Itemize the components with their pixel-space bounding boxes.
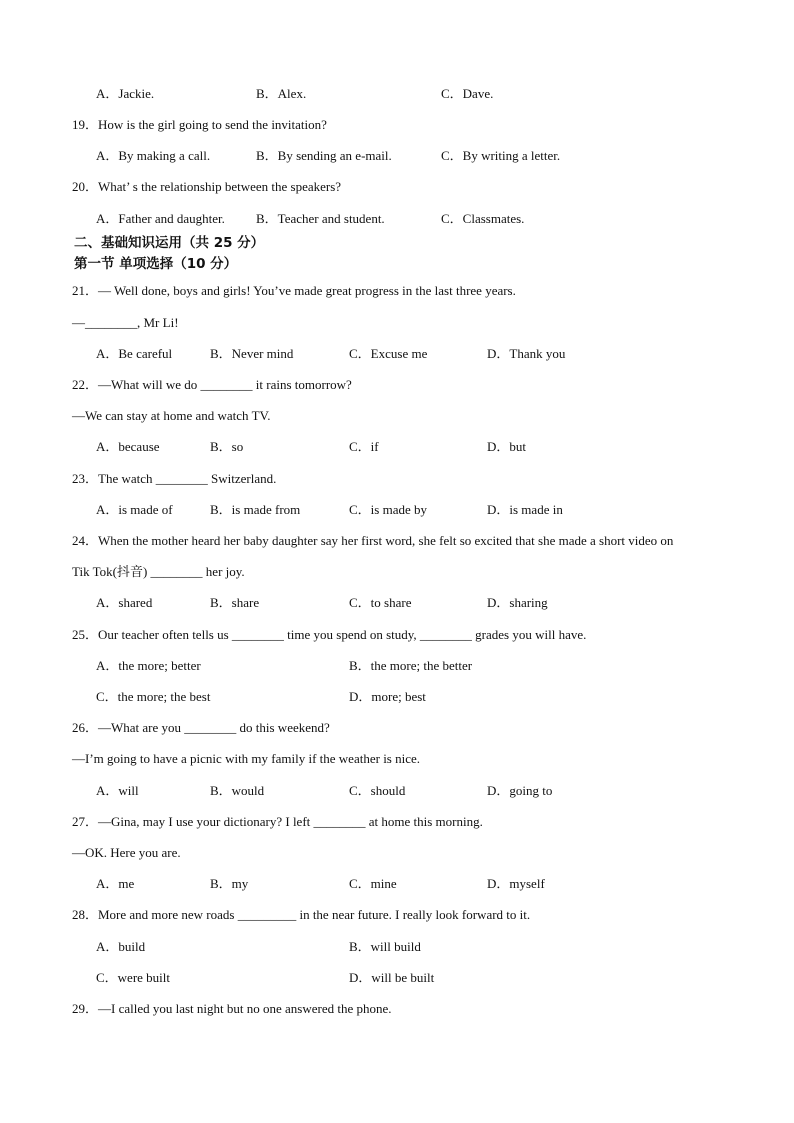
- q24-option-d: D．sharing: [487, 595, 548, 610]
- q24-option-b: B．share: [210, 595, 260, 610]
- q28-option-c: C．were built: [96, 970, 171, 985]
- q28-option-b: B．will build: [349, 939, 421, 954]
- q21-stem: 21．— Well done, boys and girls! You’ve made great progress in the last three years.: [72, 283, 516, 298]
- q18-option-a: A．Jackie.: [96, 86, 155, 101]
- q26-option-a: A．will: [96, 783, 139, 798]
- q27-option-c: C．mine: [349, 876, 397, 891]
- section-subtitle: 第一节 单项选择（10 分）: [74, 256, 238, 272]
- q21-option-a: A．Be careful: [96, 346, 173, 361]
- q22-option-d: D．but: [487, 439, 527, 454]
- q22-stem: 22．—What will we do ________ it rains tomorrow?: [72, 377, 352, 392]
- q19-stem: 19．How is the girl going to send the invitation?: [72, 117, 327, 132]
- q19-option-c: C．By writing a letter.: [441, 148, 561, 163]
- q25-option-b: B．the more; the better: [349, 658, 473, 673]
- q21-option-b: B．Never mind: [210, 346, 294, 361]
- q22-option-a: A．because: [96, 439, 160, 454]
- q26-option-d: D．going to: [487, 783, 553, 798]
- q28-option-a: A．build: [96, 939, 146, 954]
- q23-stem: 23．The watch ________ Switzerland.: [72, 471, 277, 486]
- q21-option-d: D．Thank you: [487, 346, 566, 361]
- q24-option-c: C．to share: [349, 595, 412, 610]
- q20-option-a: A．Father and daughter.: [96, 211, 225, 226]
- q26-stem: 26．—What are you ________ do this weekend?: [72, 720, 330, 735]
- q25-option-c: C．the more; the best: [96, 689, 211, 704]
- q22-option-b: B．so: [210, 439, 244, 454]
- q19-option-a: A．By making a call.: [96, 148, 211, 163]
- q23-option-c: C．is made by: [349, 502, 427, 517]
- q18-option-c: C．Dave.: [441, 86, 494, 101]
- q21-reply: —________, Mr Li!: [72, 315, 179, 330]
- q28-stem: 28．More and more new roads _________ in the near future. I really look forward to it.: [72, 907, 531, 922]
- q26-option-c: C．should: [349, 783, 406, 798]
- q20-option-c: C．Classmates.: [441, 211, 525, 226]
- q21-option-c: C．Excuse me: [349, 346, 428, 361]
- section-title: 二、基础知识运用（共 25 分）: [74, 235, 265, 251]
- q25-option-a: A．the more; better: [96, 658, 201, 673]
- q23-option-b: B．is made from: [210, 502, 301, 517]
- q27-option-a: A．me: [96, 876, 135, 891]
- q23-option-d: D．is made in: [487, 502, 563, 517]
- q27-reply: —OK. Here you are.: [72, 845, 181, 860]
- q23-option-a: A．is made of: [96, 502, 173, 517]
- q24-option-a: A．shared: [96, 595, 153, 610]
- q22-option-c: C．if: [349, 439, 379, 454]
- q26-reply: —I’m going to have a picnic with my family if the weather is nice.: [72, 751, 421, 766]
- q27-option-d: D．myself: [487, 876, 545, 891]
- q27-option-b: B．my: [210, 876, 249, 891]
- q24-stem: 24．When the mother heard her baby daughter say her first word, she felt so excited that she made a short video on: [72, 533, 674, 548]
- q25-stem: 25．Our teacher often tells us ________ time you spend on study, ________ grades you will have.: [72, 627, 587, 642]
- q25-option-d: D．more; best: [349, 689, 426, 704]
- q22-reply: —We can stay at home and watch TV.: [72, 408, 271, 423]
- q27-stem: 27．—Gina, may I use your dictionary? I left ________ at home this morning.: [72, 814, 483, 829]
- q20-stem: 20．What’ s the relationship between the speakers?: [72, 179, 342, 194]
- q26-option-b: B．would: [210, 783, 265, 798]
- q28-option-d: D．will be built: [349, 970, 435, 985]
- q24-stem-continued: Tik Tok(抖音) ________ her joy.: [72, 564, 245, 579]
- q20-option-b: B．Teacher and student.: [256, 211, 385, 226]
- q29-stem: 29．—I called you last night but no one answered the phone.: [72, 1001, 392, 1016]
- q18-option-b: B．Alex.: [256, 86, 307, 101]
- q19-option-b: B．By sending an e-mail.: [256, 148, 392, 163]
